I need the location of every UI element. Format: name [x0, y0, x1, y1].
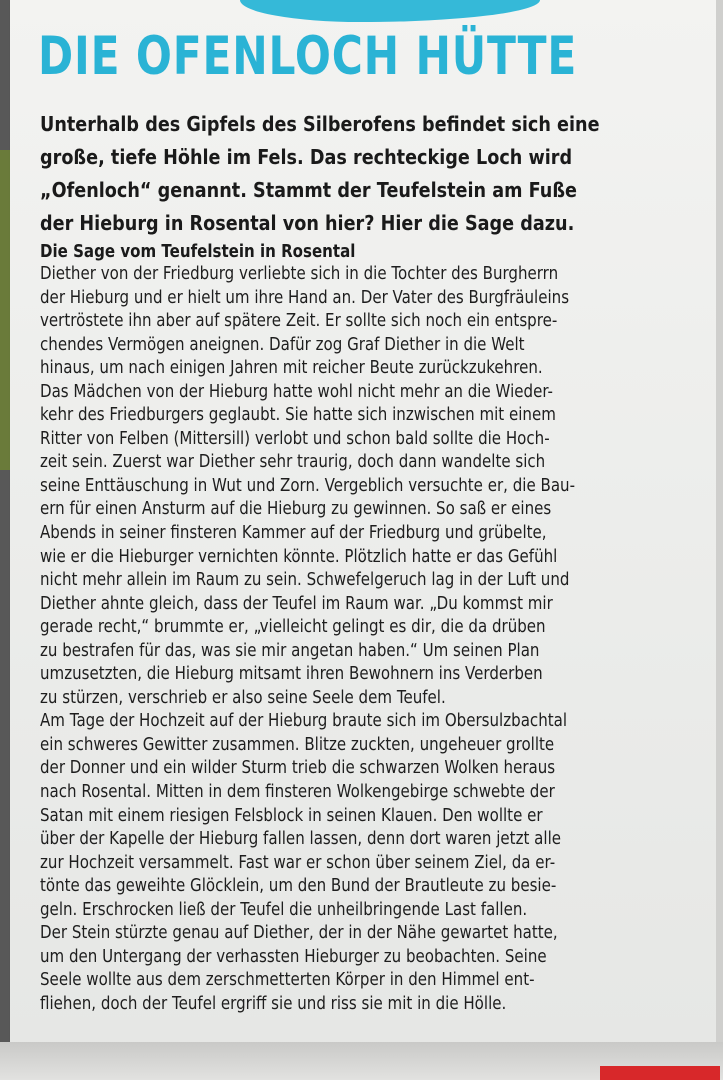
- story-title: Die Sage vom Teufelstein in Rosental: [40, 242, 356, 262]
- intro-line: große, tiefe Höhle im Fels. Das rechteckige Loch wird: [40, 145, 573, 169]
- body-line: über der Kapelle der Hieburg fallen lassen, denn dort waren jetzt alle: [40, 829, 562, 850]
- body-line: Satan mit einem riesigen Felsblock in seinen Klauen. Den wollte er: [40, 805, 543, 826]
- body-line: der Donner und ein wilder Sturm trieb die schwarzen Wolken heraus: [40, 758, 556, 779]
- body-line: tönte das geweihte Glöcklein, um den Bund der Brautleute zu besie-: [40, 876, 557, 897]
- body-line: umzusetzten, die Hieburg mitsamt ihren Bewohnern ins Verderben: [40, 664, 543, 685]
- body-line: vertröstete ihn aber auf spätere Zeit. Er sollte sich noch ein entspre-: [40, 311, 558, 332]
- body-line: chendes Vermögen aneignen. Dafür zog Graf Diether in die Welt: [40, 334, 525, 355]
- body-line: zur Hochzeit versammelt. Fast war er schon über seinem Ziel, da er-: [40, 852, 556, 873]
- body-line: ein schweres Gewitter zusammen. Blitze zuckten, ungeheuer grollte: [40, 734, 555, 755]
- body-line: der Hieburg und er hielt um ihre Hand an. Der Vater des Burgfräuleins: [40, 287, 570, 308]
- body-line: hinaus, um nach einigen Jahren mit reicher Beute zurückzukehren.: [40, 358, 543, 379]
- body-line: um den Untergang der verhassten Hieburger zu beobachten. Seine: [40, 946, 547, 967]
- body-line: seine Enttäuschung in Wut und Zorn. Vergeblich versuchte er, die Bau-: [40, 475, 576, 496]
- body-line: zu bestrafen für das, was sie mir angetan haben.“ Um seinen Plan: [40, 640, 540, 661]
- body-line: Das Mädchen von der Hieburg hatte wohl nicht mehr an die Wieder-: [40, 381, 553, 402]
- left-edge-frame: [0, 0, 10, 1080]
- red-corner-tab: [600, 1066, 720, 1080]
- right-edge-frame: [716, 0, 723, 1080]
- body-line: geln. Erschrocken ließ der Teufel die unheilbringende Last fallen.: [40, 899, 528, 920]
- body-line: Der Stein stürzte genau auf Diether, der in der Nähe gewartet hatte,: [40, 923, 558, 944]
- intro-line: der Hieburg in Rosental von hier? Hier die Sage dazu.: [40, 211, 575, 235]
- body-line: Diether ahnte gleich, dass der Teufel im Raum war. „Du kommst mir: [40, 593, 553, 614]
- left-edge-mark: [0, 150, 10, 470]
- body-line: Diether von der Friedburg verliebte sich in die Tochter des Burgherrn: [40, 264, 559, 284]
- body-line: gerade recht,“ brummte er, „vielleicht gelingt es dir, die da drüben: [40, 617, 546, 638]
- body-line: Am Tage der Hochzeit auf der Hieburg braute sich im Obersulzbachtal: [40, 711, 568, 732]
- body-line: kehr des Friedburgers geglaubt. Sie hatte sich inzwischen mit einem: [40, 405, 556, 426]
- page-title: DIE OFENLOCH HÜTTE: [38, 26, 578, 87]
- body-line: nicht mehr allein im Raum zu sein. Schwefelgeruch lag in der Luft und: [40, 570, 570, 591]
- body-line: Seele wollte aus dem zerschmetterten Körper in den Himmel ent-: [40, 970, 535, 991]
- body-line: Abends in seiner finsteren Kammer auf der Friedburg und grübelte,: [40, 523, 547, 544]
- body-line: Ritter von Felben (Mittersill) verlobt und schon bald sollte die Hoch-: [40, 428, 550, 449]
- intro-paragraph: [40, 108, 659, 240]
- body-line: wie er die Hieburger vernichten könnte. Plötzlich hatte er das Gefühl: [40, 546, 558, 567]
- intro-line: Unterhalb des Gipfels des Silberofens befindet sich eine: [40, 112, 600, 136]
- body-line: zu stürzen, verschrieb er also seine Seele dem Teufel.: [40, 687, 446, 708]
- body-line: nach Rosental. Mitten in dem finsteren Wolkengebirge schwebte der: [40, 782, 555, 803]
- body-line: fliehen, doch der Teufel ergriff sie und riss sie mit in die Hölle.: [40, 993, 507, 1014]
- intro-line: „Ofenloch“ genannt. Stammt der Teufelstein am Fuße: [40, 178, 578, 202]
- info-board: [10, 0, 716, 1042]
- body-line: ern für einen Ansturm auf die Hieburg zu gewinnen. So saß er eines: [40, 499, 552, 520]
- body-line: zeit sein. Zuerst war Diether sehr traurig, doch dann wandelte sich: [40, 452, 546, 473]
- story-body: [40, 263, 711, 1017]
